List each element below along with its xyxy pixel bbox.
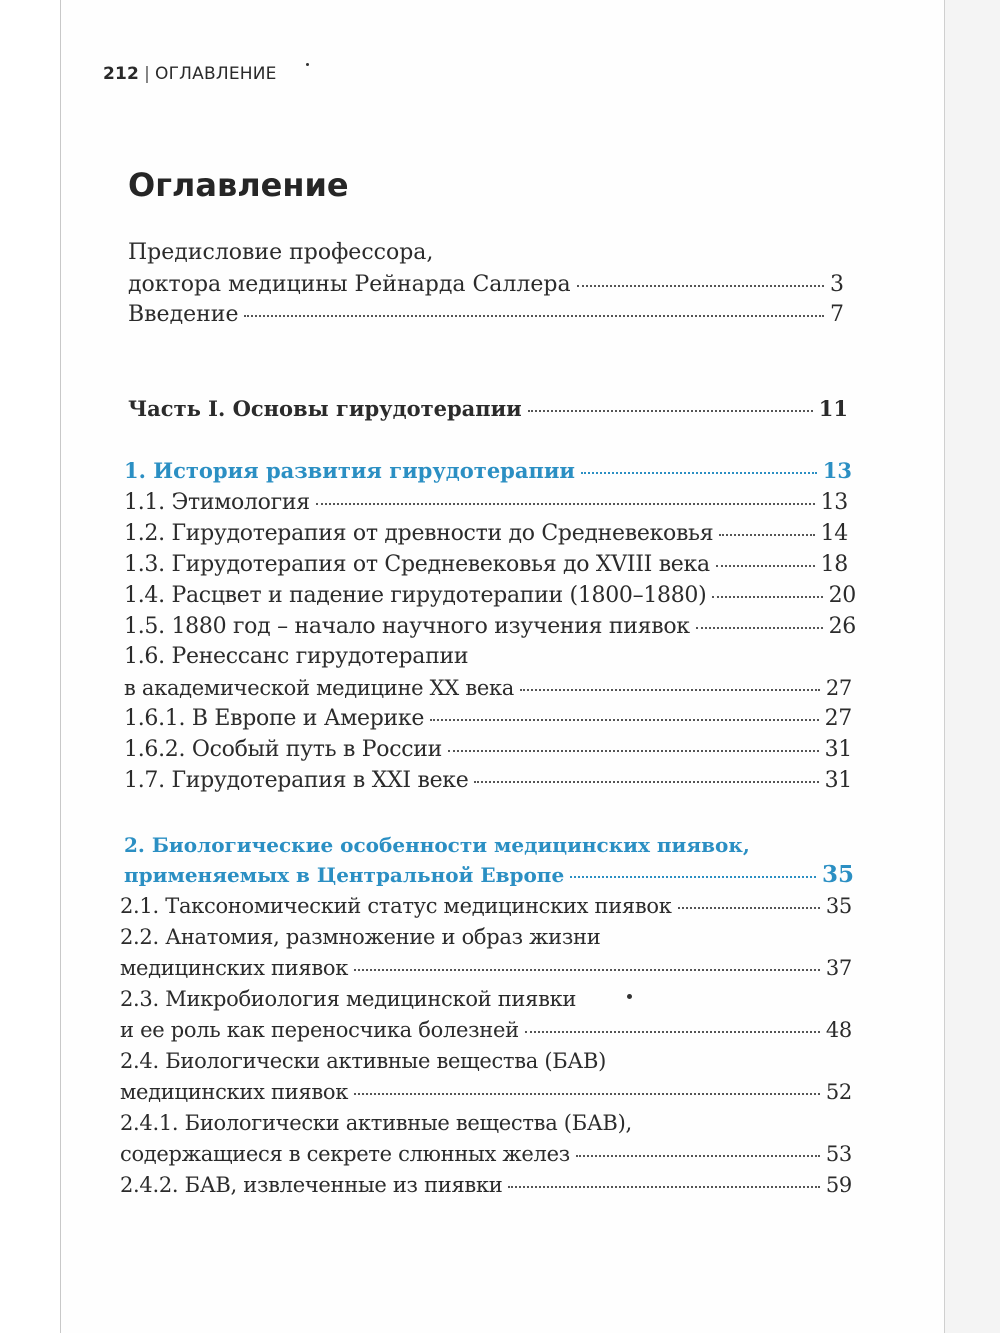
toc-entry-2-4[interactable] (120, 1077, 852, 1107)
leader-dots (719, 534, 814, 536)
toc-label: 1.1. Этимология (124, 490, 310, 515)
toc-label: 1.6.2. Особый путь в России (124, 737, 443, 762)
toc-entry-chapter2[interactable] (124, 860, 854, 890)
toc-label: 1.2. Гирудотерапия от древности до Средневековья (124, 521, 714, 546)
leader-dots (474, 781, 818, 783)
toc-page-number: 35 (821, 861, 854, 888)
leader-dots (520, 689, 820, 691)
leader-dots (696, 627, 823, 629)
toc-label: 1.7. Гирудотерапия в XXI веке (124, 768, 469, 793)
toc-entry-1-3[interactable] (124, 550, 848, 580)
toc-entry-1-6-1[interactable] (124, 704, 852, 734)
toc-entry-1-6-2[interactable] (124, 735, 852, 765)
toc-2-3-line1: 2.3. Микробиология медицинской пиявки (120, 987, 577, 1011)
toc-page-number: 20 (828, 583, 856, 608)
toc-page-number: 59 (825, 1173, 852, 1197)
toc-page-number: 27 (824, 706, 852, 731)
leader-dots (244, 315, 824, 317)
toc-entry-preface[interactable] (128, 270, 844, 300)
header-section: ОГЛАВЛЕНИЕ (155, 64, 277, 84)
toc-page-number: 26 (828, 614, 856, 639)
toc-page-number: 11 (818, 396, 848, 421)
scan-margin-right (943, 0, 1000, 1333)
toc-entry-2-1[interactable] (120, 891, 852, 921)
leader-dots (354, 1093, 820, 1095)
toc-label: и ее роль как переносчика болезней (120, 1018, 519, 1042)
toc-page-number: 31 (824, 737, 852, 762)
toc-entry-2-2[interactable] (120, 953, 852, 983)
toc-2-4-line1: 2.4. Биологически активные вещества (БАВ) (120, 1049, 607, 1073)
toc-1-6-line1: 1.6. Ренессанс гирудотерапии (124, 644, 469, 669)
toc-label: 1. История развития гирудотерапии (124, 458, 575, 483)
toc-entry-2-3[interactable] (120, 1015, 852, 1045)
scan-margin-left (0, 0, 60, 1333)
toc-label: в академической медицине XX века (124, 676, 515, 700)
leader-dots (430, 719, 819, 721)
toc-preface-line1: Предисловие профессора, (128, 240, 434, 265)
leader-dots (525, 1031, 820, 1033)
toc-page-number: 52 (825, 1080, 852, 1104)
toc-label: 1.6.1. В Европе и Америке (124, 706, 425, 731)
toc-page-number: 48 (825, 1018, 852, 1042)
toc-entry-1-2[interactable] (124, 519, 848, 549)
toc-entry-intro[interactable] (128, 300, 844, 330)
toc-page-number: 35 (825, 894, 852, 918)
leader-dots (581, 472, 817, 474)
toc-label: 2.4.2. БАВ, извлеченные из пиявки (120, 1173, 503, 1197)
header-separator: | (144, 64, 151, 84)
toc-entry-1-5[interactable] (124, 612, 856, 642)
toc-entry-1-4[interactable] (124, 581, 856, 611)
scan-speck (627, 994, 632, 999)
toc-label: медицинских пиявок (120, 1080, 349, 1104)
toc-page-number: 3 (830, 272, 844, 297)
toc-page-number: 14 (820, 521, 848, 546)
toc-page-number: 13 (820, 490, 848, 515)
toc-page-number: 37 (825, 956, 852, 980)
leader-dots (316, 503, 815, 505)
toc-entry-1-6[interactable] (124, 673, 852, 703)
toc-2-2-line1: 2.2. Анатомия, размножение и образ жизни (120, 925, 601, 949)
leader-dots (448, 750, 819, 752)
toc-page-number: 13 (822, 458, 852, 483)
toc-2-4-1-line1: 2.4.1. Биологически активные вещества (БАВ), (120, 1111, 632, 1135)
header-page-number: 212 (103, 64, 140, 84)
leader-dots (577, 285, 824, 287)
leader-dots (354, 969, 820, 971)
toc-entry-part1[interactable] (128, 394, 848, 424)
toc-label: применяемых в Центральной Европе (124, 863, 565, 887)
toc-label: медицинских пиявок (120, 956, 349, 980)
toc-label: Введение (128, 302, 239, 327)
leader-dots (528, 410, 813, 412)
toc-label: 2.1. Таксономический статус медицинских пиявок (120, 894, 672, 918)
toc-entry-2-4-1[interactable] (120, 1139, 852, 1169)
toc-label: 1.4. Расцвет и падение гирудотерапии (1800–1880) (124, 583, 707, 608)
toc-entry-chapter1[interactable] (124, 456, 852, 486)
toc-page-number: 7 (830, 302, 844, 327)
toc-label: 1.5. 1880 год – начало научного изучения пиявок (124, 614, 690, 639)
page-title: Оглавление (128, 166, 349, 204)
toc-entry-2-4-2[interactable] (120, 1170, 852, 1200)
leader-dots (576, 1155, 820, 1157)
toc-label: Часть I. Основы гирудотерапии (128, 396, 522, 421)
toc-entry-1-7[interactable] (124, 766, 852, 796)
toc-page-number: 53 (825, 1142, 852, 1166)
leader-dots (508, 1186, 819, 1188)
toc-page-number: 27 (825, 676, 852, 700)
leader-dots (678, 907, 820, 909)
toc-label: содержащиеся в секрете слюнных желез (120, 1142, 570, 1166)
toc-label: доктора медицины Рейнарда Саллера (128, 272, 571, 297)
leader-dots (712, 596, 822, 598)
toc-chapter2-line1: 2. Биологические особенности медицинских пиявок, (124, 833, 750, 857)
scan-speck (306, 63, 309, 66)
toc-label: 1.3. Гирудотерапия от Средневековья до XVIII века (124, 552, 710, 577)
running-head (103, 64, 277, 84)
toc-entry-1-1[interactable] (124, 488, 848, 518)
toc-page-number: 18 (820, 552, 848, 577)
leader-dots (570, 876, 816, 878)
leader-dots (716, 565, 815, 567)
toc-page-number: 31 (824, 768, 852, 793)
